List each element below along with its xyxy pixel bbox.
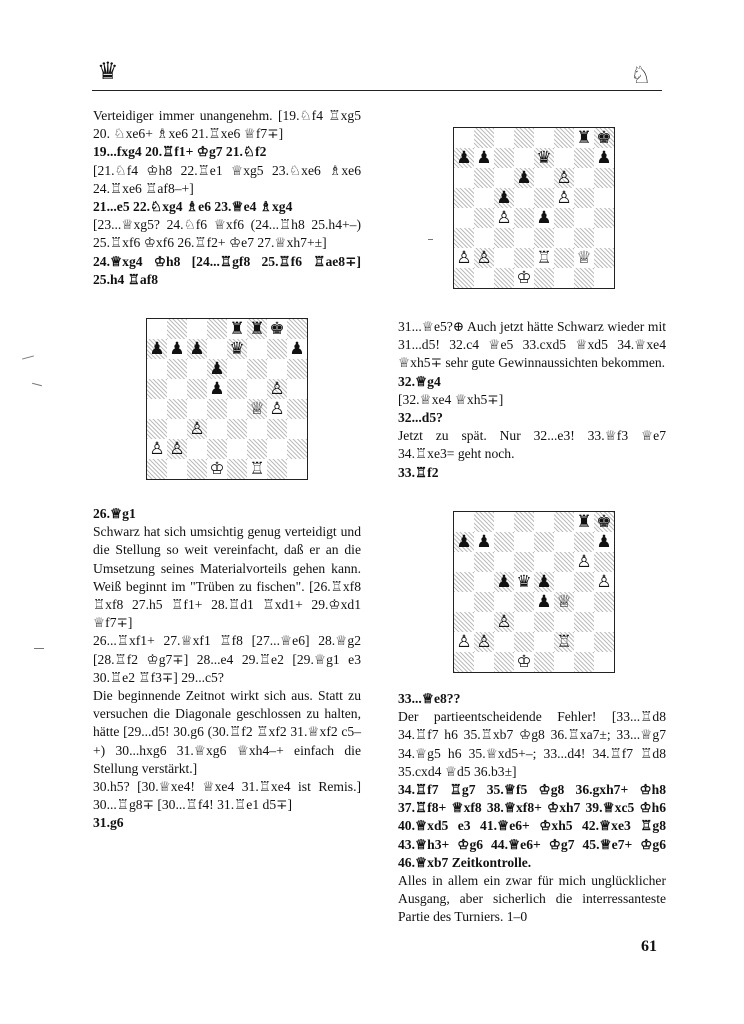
square-a6 (454, 552, 474, 572)
square-a6 (147, 359, 167, 379)
square-a1 (147, 459, 167, 479)
square-d8 (514, 512, 534, 532)
paragraph: Die beginnende Zeitnot wirkt sich aus. Statt zu versuchen die Diagonale geschlossen zu halten, hätte [29...d5! 30.g6 (30.♖f2 ♖xf2 31.♕xf2 c5–+) 30...hxg6 31.♕xg6 ♕xh4–+ einfach die Stellung verstärkt.] (93, 688, 361, 776)
square-e7 (534, 532, 554, 552)
queen-icon: ♛ (97, 59, 119, 85)
white-piece-c4: ♙ (494, 208, 514, 228)
square-a4 (454, 208, 474, 228)
white-piece-b2: ♙ (474, 248, 494, 268)
square-a4 (147, 399, 167, 419)
paragraph: 24.♕xg4 ♔h8 [24...♖gf8 25.♖f6 ♖ae8∓] 25.h4 ♖af8 (93, 253, 361, 287)
right-column-bottom (398, 690, 666, 927)
paragraph: 32...d5? (398, 410, 443, 426)
margin-mark (428, 239, 433, 240)
square-c1 (494, 652, 514, 672)
square-f1 (554, 652, 574, 672)
square-g6 (574, 168, 594, 188)
square-h2 (287, 439, 307, 459)
square-g2 (574, 632, 594, 652)
square-g1 (267, 459, 287, 479)
square-d3 (207, 419, 227, 439)
white-piece-g5: ♙ (267, 379, 287, 399)
square-e5 (534, 188, 554, 208)
paragraph: 34.♖f7 ♖g7 35.♕f5 ♔g8 36.gxh7+ ♔h8 37.♖f8+ ♕xf8 38.♕xf8+ ♔xh7 39.♕xc5 ♔h6 40.♕xd5 e3 41.♕e6+ ♔xh5 42.♕xe3 ♖g8 43.♕h3+ ♔g6 44.♕e6+ ♔g7 45.♕e7+ ♔g6 46.♕xb7 Zeitkontrolle. (398, 782, 666, 870)
square-c1 (494, 268, 514, 288)
square-e6 (227, 359, 247, 379)
white-piece-c3: ♙ (494, 612, 514, 632)
header-rule (92, 90, 662, 91)
diagram-1 (453, 127, 615, 289)
square-a1 (454, 652, 474, 672)
square-b6 (474, 552, 494, 572)
square-a3 (454, 228, 474, 248)
square-d8 (514, 128, 534, 148)
paragraph: Alles in allem ein zwar für mich unglücklicher Ausgang, aber sicherlich die interressanteste Partie des Turniers. 1–0 (398, 873, 666, 925)
black-piece-e4: ♟ (534, 592, 554, 612)
square-b6 (167, 359, 187, 379)
right-column-top (398, 318, 666, 482)
square-h6 (287, 359, 307, 379)
square-b8 (167, 319, 187, 339)
square-d8 (207, 319, 227, 339)
knight-icon: ♘ (630, 63, 652, 89)
black-piece-f8: ♜ (247, 319, 267, 339)
square-c2 (494, 248, 514, 268)
square-b1 (167, 459, 187, 479)
square-f5 (247, 379, 267, 399)
square-e1 (534, 268, 554, 288)
paragraph: [23...♕xg5? 24.♘f6 ♕xf6 (24...♖h8 25.h4+–) 25.♖xf6 ♔xf6 26.♖f2+ ♔e7 27.♕xh7+±] (93, 217, 361, 251)
square-h3 (594, 612, 614, 632)
square-b3 (474, 228, 494, 248)
square-d2 (514, 248, 534, 268)
black-piece-e5: ♟ (534, 572, 554, 592)
white-piece-b2: ♙ (167, 439, 187, 459)
square-b4 (474, 592, 494, 612)
square-g4 (574, 592, 594, 612)
paragraph: 21...e5 22.♘xg4 ♗e6 23.♕e4 ♗xg4 (93, 199, 293, 215)
white-piece-a2: ♙ (454, 632, 474, 652)
black-piece-b7: ♟ (167, 339, 187, 359)
square-e3 (534, 228, 554, 248)
square-a8 (147, 319, 167, 339)
square-c7 (494, 148, 514, 168)
square-f1 (554, 268, 574, 288)
black-piece-d5: ♟ (207, 379, 227, 399)
square-f6 (247, 359, 267, 379)
white-piece-d1: ♔ (514, 268, 534, 288)
square-h6 (594, 168, 614, 188)
black-piece-c5: ♟ (494, 572, 514, 592)
white-piece-f2: ♖ (554, 632, 574, 652)
square-a8 (454, 512, 474, 532)
black-piece-d6: ♟ (514, 168, 534, 188)
square-c1 (187, 459, 207, 479)
square-g5 (574, 188, 594, 208)
square-d4 (207, 399, 227, 419)
black-piece-h7: ♟ (594, 532, 614, 552)
white-piece-g6: ♙ (574, 552, 594, 572)
black-piece-h8: ♚ (594, 512, 614, 532)
paragraph: Schwarz hat sich umsichtig genug verteidigt und die Stellung so weit vereinfacht, daß er an die Umsetzung seines Materialvorteils gehen kann. Weiß beginnt im "Trüben zu fischen". [26.♖xf8 ♖xf8 27.h5 ♖f1+ 28.♖d1 ♖xd1+ 29.♔xd1 ♕f7∓] (93, 524, 361, 631)
square-h2 (594, 248, 614, 268)
square-e6 (534, 552, 554, 572)
square-d3 (514, 612, 534, 632)
white-piece-d1: ♔ (207, 459, 227, 479)
square-c2 (187, 439, 207, 459)
square-f7 (554, 148, 574, 168)
square-f8 (554, 128, 574, 148)
square-d7 (207, 339, 227, 359)
square-b6 (474, 168, 494, 188)
square-c8 (494, 512, 514, 532)
square-b3 (474, 612, 494, 632)
square-a5 (147, 379, 167, 399)
square-b5 (167, 379, 187, 399)
square-b8 (474, 512, 494, 532)
paragraph: 26.♕g1 (93, 506, 136, 521)
square-f2 (247, 439, 267, 459)
black-piece-e4: ♟ (534, 208, 554, 228)
square-a5 (454, 188, 474, 208)
paragraph: 31...♕e5?⊕ Auch jetzt hätte Schwarz wieder mit 31...d5! 32.c4 ♕e5 33.cxd5 ♕xd5 34.♕xe4 ♕xh5∓ sehr gute Gewinnaussichten bekommen. (398, 319, 666, 371)
square-g4 (574, 208, 594, 228)
margin-mark (32, 383, 42, 387)
black-piece-g8: ♜ (574, 128, 594, 148)
square-g1 (574, 652, 594, 672)
square-e6 (534, 168, 554, 188)
square-a3 (147, 419, 167, 439)
square-b3 (167, 419, 187, 439)
square-h2 (594, 632, 614, 652)
square-h1 (287, 459, 307, 479)
square-b1 (474, 268, 494, 288)
black-piece-h8: ♚ (594, 128, 614, 148)
square-g2 (267, 439, 287, 459)
paragraph: 31.g6 (93, 815, 124, 831)
margin-mark (22, 355, 34, 359)
white-piece-g4: ♙ (267, 399, 287, 419)
square-a1 (454, 268, 474, 288)
paragraph: 19...fxg4 20.♖f1+ ♔g7 21.♘f2 (93, 144, 267, 160)
square-a4 (454, 592, 474, 612)
white-piece-f4: ♕ (554, 592, 574, 612)
square-g3 (574, 228, 594, 248)
square-e1 (534, 652, 554, 672)
square-b8 (474, 128, 494, 148)
square-d2 (207, 439, 227, 459)
square-d7 (514, 532, 534, 552)
square-g1 (574, 268, 594, 288)
black-piece-a7: ♟ (454, 148, 474, 168)
black-piece-b7: ♟ (474, 148, 494, 168)
square-c7 (494, 532, 514, 552)
square-h4 (594, 592, 614, 612)
white-piece-f1: ♖ (247, 459, 267, 479)
left-column-bottom (93, 505, 361, 833)
paragraph: Verteidiger immer unangenehm. [19.♘f4 ♖xg5 20. ♘xe6+ ♗xe6 21.♖xe6 ♕f7∓] (93, 108, 361, 142)
square-h4 (594, 208, 614, 228)
square-f2 (554, 248, 574, 268)
square-e1 (227, 459, 247, 479)
square-h5 (594, 188, 614, 208)
paragraph: 26...♖xf1+ 27.♕xf1 ♖f8 [27...♕e6] 28.♕g2 [28.♖f2 ♔g7∓] 28...e4 29.♖e2 [29.♕g1 e3 30.♖e2 ♖f3∓] 29...c5? (93, 633, 361, 685)
black-piece-h7: ♟ (594, 148, 614, 168)
paragraph: [21.♘f4 ♔h8 22.♖e1 ♕xg5 23.♘xe6 ♗xe6 24.♖xe6 ♖af8–+] (93, 162, 361, 196)
white-piece-e2: ♖ (534, 248, 554, 268)
square-h1 (594, 268, 614, 288)
black-piece-a7: ♟ (454, 532, 474, 552)
square-a8 (454, 128, 474, 148)
square-c2 (494, 632, 514, 652)
square-c6 (187, 359, 207, 379)
black-piece-e8: ♜ (227, 319, 247, 339)
white-piece-f6: ♙ (554, 168, 574, 188)
black-piece-e7: ♛ (227, 339, 247, 359)
square-b4 (474, 208, 494, 228)
paragraph: [32.♕xe4 ♕xh5∓] (398, 391, 504, 407)
white-piece-f5: ♙ (554, 188, 574, 208)
paragraph: Der partieentscheidende Fehler! [33...♖d8 34.♖f7 h6 35.♖xb7 ♔g8 36.♖xa7±; 33...♕g7 34.♕g5 h6 35.♕xd5+–; 33...d4! 34.♖f7 ♖d8 35.cxd4 ♕d5 36.b3±] (398, 709, 666, 779)
square-g7 (574, 148, 594, 168)
diagram-3 (453, 511, 615, 673)
square-g5 (574, 572, 594, 592)
white-piece-b2: ♙ (474, 632, 494, 652)
black-piece-g8: ♜ (574, 512, 594, 532)
square-f8 (554, 512, 574, 532)
black-piece-d5: ♛ (514, 572, 534, 592)
square-f7 (554, 532, 574, 552)
square-f6 (554, 552, 574, 572)
square-d3 (514, 228, 534, 248)
square-e3 (227, 419, 247, 439)
square-c5 (187, 379, 207, 399)
paragraph: 32.♕g4 (398, 373, 441, 389)
square-d4 (514, 208, 534, 228)
square-f5 (554, 572, 574, 592)
square-h3 (594, 228, 614, 248)
white-piece-a2: ♙ (454, 248, 474, 268)
black-piece-d6: ♟ (207, 359, 227, 379)
square-g3 (574, 612, 594, 632)
white-piece-d1: ♔ (514, 652, 534, 672)
page-number: 61 (641, 938, 657, 955)
square-g3 (267, 419, 287, 439)
white-piece-g2: ♕ (574, 248, 594, 268)
square-h5 (287, 379, 307, 399)
square-c6 (494, 552, 514, 572)
black-piece-c5: ♟ (494, 188, 514, 208)
margin-mark (34, 648, 44, 649)
paragraph: 33.♖f2 (398, 464, 439, 480)
square-f3 (247, 419, 267, 439)
square-c3 (494, 228, 514, 248)
paragraph: 33...♕e8?? (398, 691, 461, 706)
square-d2 (514, 632, 534, 652)
square-f4 (554, 208, 574, 228)
black-piece-g8: ♚ (267, 319, 287, 339)
square-c4 (494, 592, 514, 612)
square-e4 (227, 399, 247, 419)
square-c8 (494, 128, 514, 148)
square-h3 (287, 419, 307, 439)
white-piece-c3: ♙ (187, 419, 207, 439)
square-c4 (187, 399, 207, 419)
square-e5 (227, 379, 247, 399)
white-piece-f4: ♕ (247, 399, 267, 419)
black-piece-c7: ♟ (187, 339, 207, 359)
square-e3 (534, 612, 554, 632)
left-column-top (93, 107, 361, 289)
square-c6 (494, 168, 514, 188)
square-f3 (554, 228, 574, 248)
square-c8 (187, 319, 207, 339)
black-piece-a7: ♟ (147, 339, 167, 359)
square-e2 (534, 632, 554, 652)
square-e8 (534, 512, 554, 532)
square-b5 (474, 572, 494, 592)
paragraph: 30.h5? [30.♕xe4! ♕xe4 31.♖xe4 ist Remis.] 30...♖g8∓ [30...♖f4! 31.♖e1 d5∓] (93, 779, 361, 813)
square-f3 (554, 612, 574, 632)
black-piece-h7: ♟ (287, 339, 307, 359)
square-f7 (247, 339, 267, 359)
square-h1 (594, 652, 614, 672)
paragraph: Jetzt zu spät. Nur 32...e3! 33.♕f3 ♕e7 34.♖xe3= geht noch. (398, 428, 666, 462)
square-b1 (474, 652, 494, 672)
square-d5 (514, 188, 534, 208)
square-a6 (454, 168, 474, 188)
white-piece-a2: ♙ (147, 439, 167, 459)
black-piece-b7: ♟ (474, 532, 494, 552)
square-h8 (287, 319, 307, 339)
square-a3 (454, 612, 474, 632)
square-g7 (574, 532, 594, 552)
square-a5 (454, 572, 474, 592)
square-e2 (227, 439, 247, 459)
square-h6 (594, 552, 614, 572)
diagram-2 (146, 318, 308, 480)
square-d6 (514, 552, 534, 572)
square-h4 (287, 399, 307, 419)
white-piece-h5: ♙ (594, 572, 614, 592)
square-b4 (167, 399, 187, 419)
square-d4 (514, 592, 534, 612)
black-piece-e7: ♛ (534, 148, 554, 168)
square-g6 (267, 359, 287, 379)
square-g7 (267, 339, 287, 359)
square-b5 (474, 188, 494, 208)
square-d7 (514, 148, 534, 168)
square-e8 (534, 128, 554, 148)
